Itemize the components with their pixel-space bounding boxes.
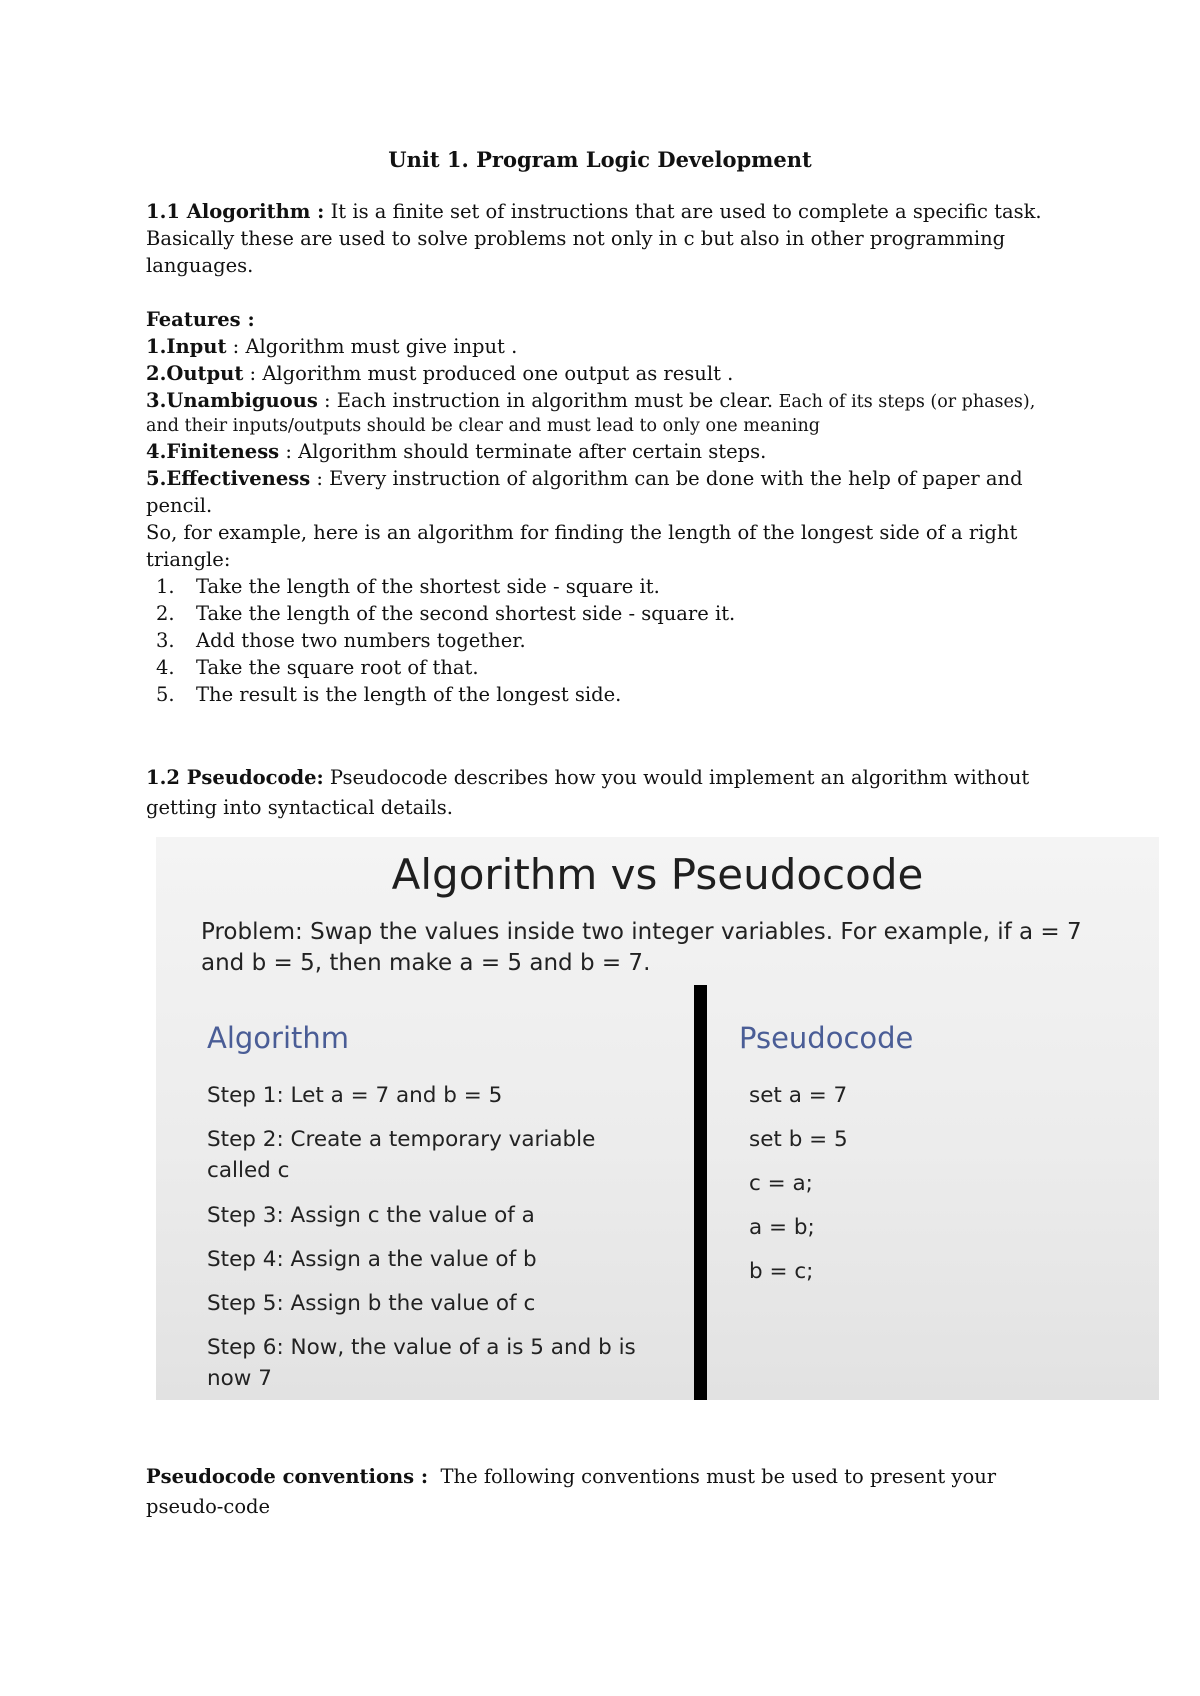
feature-label: 5.Effectiveness (146, 467, 311, 490)
list-item (146, 573, 1046, 600)
pseudocode-line: a = b; (749, 1215, 815, 1240)
pseudocode-line: b = c; (749, 1259, 814, 1284)
feature-label: 2.Output (146, 362, 244, 385)
pseudocode-line: c = a; (749, 1171, 813, 1196)
feature-text: Algorithm should terminate after certain steps. (298, 440, 767, 463)
algorithm-step-line: Step 5: Assign b the value of c (207, 1291, 536, 1316)
algorithm-step (207, 1080, 677, 1111)
list-text: Take the length of the second shortest side - square it. (196, 602, 736, 625)
algorithm-step-line: Step 2: Create a temporary variable (207, 1127, 596, 1152)
list-number: 1. (156, 575, 175, 598)
feature-text: Each instruction in algorithm must be clear. (336, 389, 774, 412)
pseudocode-conventions (146, 1462, 1046, 1522)
list-item (146, 627, 1046, 654)
algorithm-text: It is a finite set of instructions that are used to complete a specific task. (324, 200, 1042, 223)
feature-text: Algorithm must give input . (245, 335, 518, 358)
algorithm-step (207, 1288, 677, 1319)
list-item (146, 654, 1046, 681)
feature-separator: : (279, 440, 299, 463)
feature-item (146, 333, 1046, 360)
algorithm-heading: 1.1 Alogorithm : (146, 200, 325, 223)
feature-label: 3.Unambiguous (146, 389, 318, 412)
features-heading-text: Features : (146, 308, 255, 331)
algorithm-line-1 (146, 198, 1046, 225)
algorithm-step-line: Step 1: Let a = 7 and b = 5 (207, 1083, 503, 1108)
feature-separator: : (226, 335, 246, 358)
algorithm-vs-pseudocode-slide (156, 837, 1159, 1400)
feature-item (146, 360, 1046, 387)
slide-problem (201, 917, 1131, 979)
pseudocode-definition (146, 763, 1046, 823)
feature-label: 4.Finiteness (146, 440, 280, 463)
algorithm-step (207, 1200, 677, 1231)
conventions-heading: Pseudocode conventions : (146, 1465, 429, 1488)
algorithm-step-line: Step 3: Assign c the value of a (207, 1203, 535, 1228)
algorithm-definition (146, 198, 1046, 279)
feature-text-continued: pencil. (146, 494, 213, 517)
algorithm-step-line: Step 4: Assign a the value of b (207, 1247, 537, 1272)
slide-problem-line-1: Problem: Swap the values inside two integer variables. For example, if a = 7 (201, 919, 1082, 945)
conventions-line-1 (146, 1462, 1046, 1492)
list-number: 2. (156, 602, 175, 625)
page-title: Unit 1. Program Logic Development (388, 147, 812, 172)
example-intro: So, for example, here is an algorithm for finding the length of the longest side of a right (146, 521, 1018, 544)
algorithm-step (207, 1124, 677, 1186)
pseudocode-column-heading: Pseudocode (739, 1021, 914, 1055)
feature-text-extra: Each of its steps (or phases), (773, 392, 1036, 412)
algorithm-step-line: called c (207, 1158, 290, 1183)
conventions-text-2: pseudo-code (146, 1495, 271, 1518)
column-divider (694, 985, 707, 1400)
feature-label: 1.Input (146, 335, 227, 358)
list-text: The result is the length of the longest side. (196, 683, 622, 706)
pseudocode-line-1 (146, 763, 1046, 793)
feature-text: Every instruction of algorithm can be done with the help of paper and (329, 467, 1023, 490)
list-text: Take the square root of that. (196, 656, 479, 679)
feature-text: Algorithm must produced one output as result . (262, 362, 734, 385)
list-number: 3. (156, 629, 175, 652)
algorithm-step (207, 1244, 677, 1275)
slide-title: Algorithm vs Pseudocode (391, 850, 924, 899)
algorithm-text-2: Basically these are used to solve problems not only in c but also in other programming (146, 227, 1006, 250)
feature-item (146, 465, 1046, 492)
pseudocode-text-2: getting into syntactical details. (146, 796, 453, 819)
pseudocode-line: set b = 5 (749, 1127, 848, 1152)
feature-separator: : (310, 467, 330, 490)
feature-text-extra-2: and their inputs/outputs should be clear and must lead to only one meaning (146, 416, 820, 436)
list-item (146, 600, 1046, 627)
list-item (146, 681, 1046, 708)
list-text: Add those two numbers together. (196, 629, 526, 652)
features-heading (146, 306, 1046, 333)
feature-separator: : (243, 362, 263, 385)
algorithm-column-heading: Algorithm (207, 1021, 350, 1055)
example-intro-2: triangle: (146, 548, 231, 571)
list-text: Take the length of the shortest side - square it. (196, 575, 660, 598)
pseudocode-text: Pseudocode describes how you would implement an algorithm without (323, 766, 1030, 789)
algorithm-step-line: Step 6: Now, the value of a is 5 and b is (207, 1335, 636, 1360)
algorithm-step (207, 1332, 677, 1394)
conventions-text: The following conventions must be used to present your (428, 1465, 997, 1488)
list-number: 4. (156, 656, 175, 679)
feature-separator: : (317, 389, 337, 412)
algorithm-text-3: languages. (146, 254, 254, 277)
features-list (146, 306, 1046, 708)
slide-problem-line-2: and b = 5, then make a = 5 and b = 7. (201, 950, 651, 976)
list-number: 5. (156, 683, 175, 706)
feature-item (146, 387, 1046, 414)
feature-item (146, 438, 1046, 465)
pseudocode-line: set a = 7 (749, 1083, 848, 1108)
algorithm-step-line: now 7 (207, 1366, 272, 1391)
pseudocode-heading: 1.2 Pseudocode: (146, 766, 324, 789)
